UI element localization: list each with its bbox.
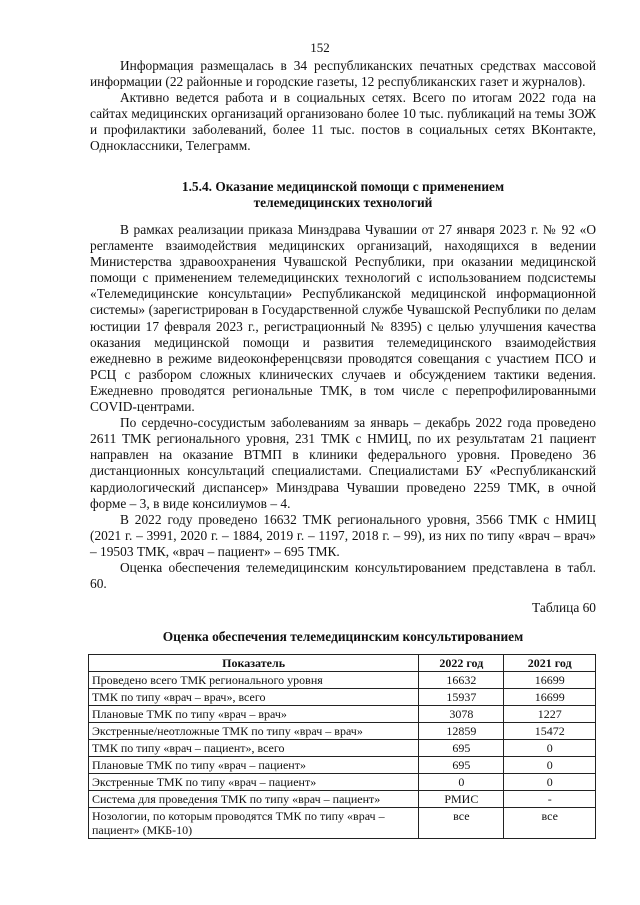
table-row: [89, 723, 596, 740]
row-indicator: Проведено всего ТМК регионального уровня: [89, 672, 419, 689]
telemedicine-table: [88, 654, 596, 839]
table-row: [89, 791, 596, 808]
row-value-2022: 12859: [419, 723, 504, 740]
row-value-2021: 15472: [504, 723, 596, 740]
intro-paragraph-1: Информация размещалась в 34 республиканских печатных средствах массовой информации (22 районные и городские газеты, 12 республиканских газет и журналов).: [90, 58, 596, 90]
table-label: Таблица 60: [532, 600, 596, 615]
row-value-2021: все: [504, 808, 596, 839]
section-paragraph-1: В рамках реализации приказа Минздрава Чувашии от 27 января 2023 г. № 92 «О регламенте взаимодействия медицинских организаций, находящихся в ведении Министерства здравоохранения Чувашской Республики, при оказании медицинской помощи с применением телемедицинских технологий с использованием подсистемы «Телемедицинские консультации» Республиканской медицинской информационной системы» (зарегистрирован в Государственной службе Чувашской Республики по делам юстиции 17 февраля 2023 г., регистрационный № 8395) с целью улучшения качества оказания медицинской помощи и развития телемедицинского взаимодействия ежедневно в режиме видеоконференцсвязи проводятся совещания с участием ПСО и РСЦ с разбором сложных клинических случаев и обсуждением тактики ведения. Ежедневно проводятся региональные ТМК, в том числе с перепрофилированными COVID-центрами.: [90, 222, 596, 415]
table-row: [89, 689, 596, 706]
section-heading-line-2: телемедицинских технологий: [253, 195, 433, 211]
header-2021: 2021 год: [504, 655, 596, 672]
row-value-2021: -: [504, 791, 596, 808]
page-number: 152: [310, 40, 330, 55]
row-value-2022: 16632: [419, 672, 504, 689]
row-value-2021: 0: [504, 740, 596, 757]
row-indicator: Система для проведения ТМК по типу «врач – пациент»: [89, 791, 419, 808]
header-2022: 2022 год: [419, 655, 504, 672]
table-title: Оценка обеспечения телемедицинским консультированием: [162, 629, 524, 644]
section-paragraph-2: По сердечно-сосудистым заболеваниям за январь – декабрь 2022 года проведено 2611 ТМК регионального уровня, 231 ТМК с НМИЦ, по их результатам 21 пациент направлен на оказание ВТМП в клиники федерального уровня. Проведено 36 дистанционных консультаций специалистами. Специалистами БУ «Республиканский кардиологический диспансер» Минздрава Чувашии проведено 2259 ТМК, в очной форме – 3, в виде консилиумов – 4.: [90, 415, 596, 511]
row-indicator: ТМК по типу «врач – пациент», всего: [89, 740, 419, 757]
section-heading-line-1: 1.5.4. Оказание медицинской помощи с применением: [181, 179, 505, 194]
row-value-2021: 0: [504, 757, 596, 774]
intro-text: [90, 58, 596, 155]
row-value-2022: 695: [419, 740, 504, 757]
row-indicator: Плановые ТМК по типу «врач – врач»: [89, 706, 419, 723]
table-row: [89, 774, 596, 791]
row-indicator: Экстренные ТМК по типу «врач – пациент»: [89, 774, 419, 791]
row-value-2022: 15937: [419, 689, 504, 706]
row-indicator: Плановые ТМК по типу «врач – пациент»: [89, 757, 419, 774]
row-value-2022: 0: [419, 774, 504, 791]
table-row: [89, 740, 596, 757]
row-indicator: ТМК по типу «врач – врач», всего: [89, 689, 419, 706]
row-indicator: Нозологии, по которым проводятся ТМК по типу «врач – пациент» (МКБ-10): [89, 808, 419, 839]
row-value-2022: РМИС: [419, 791, 504, 808]
row-value-2021: 0: [504, 774, 596, 791]
row-value-2021: 1227: [504, 706, 596, 723]
table-row: [89, 808, 596, 839]
section-heading: [90, 179, 596, 211]
table-row: [89, 672, 596, 689]
row-value-2021: 16699: [504, 689, 596, 706]
table-header-row: [89, 655, 596, 672]
section-paragraph-3: В 2022 году проведено 16632 ТМК регионального уровня, 3566 ТМК с НМИЦ (2021 г. – 3991, 2020 г. – 1884, 2019 г. – 1197, 2018 г. – 99), из них по типу «врач – врач» – 19503 ТМК, «врач – пациент» – 695 ТМК.: [90, 511, 596, 559]
table-row: [89, 757, 596, 774]
section-paragraph-4: Оценка обеспечения телемедицинским консультированием представлена в табл. 60.: [90, 559, 596, 592]
section-text: [90, 222, 596, 592]
row-value-2021: 16699: [504, 672, 596, 689]
row-value-2022: 695: [419, 757, 504, 774]
row-value-2022: все: [419, 808, 504, 839]
row-indicator: Экстренные/неотложные ТМК по типу «врач – врач»: [89, 723, 419, 740]
table-row: [89, 706, 596, 723]
header-indicator: Показатель: [89, 655, 419, 672]
intro-paragraph-2: Активно ведется работа и в социальных сетях. Всего по итогам 2022 года на сайтах медицинских организаций организовано более 10 тыс. публикаций на темы ЗОЖ и профилактики заболеваний, более 11 тыс. постов в социальных сетях ВКонтакте, Одноклассники, Телеграмм.: [90, 90, 596, 154]
row-value-2022: 3078: [419, 706, 504, 723]
